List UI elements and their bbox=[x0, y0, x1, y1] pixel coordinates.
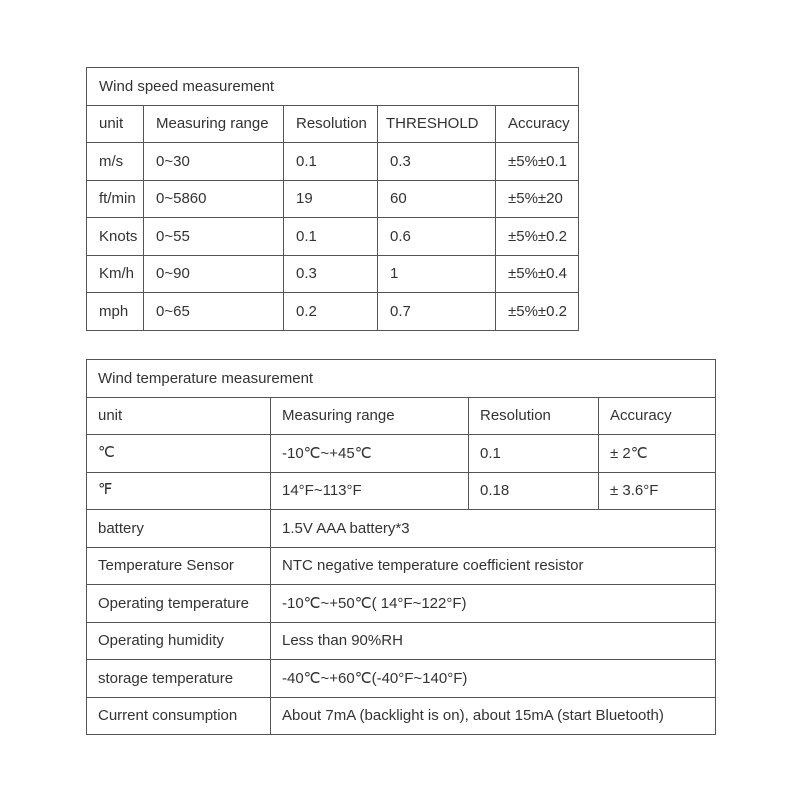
column-header: Resolution bbox=[284, 105, 378, 143]
cell-resolution: 0.1 bbox=[284, 143, 378, 181]
cell-unit: m/s bbox=[87, 143, 144, 181]
column-header: Accuracy bbox=[496, 105, 579, 143]
cell-threshold: 0.3 bbox=[378, 143, 496, 181]
cell-resolution: 0.1 bbox=[284, 218, 378, 256]
cell-accuracy: ± 2℃ bbox=[599, 435, 716, 473]
cell-range: 0~55 bbox=[144, 218, 284, 256]
wind-temperature-table bbox=[86, 359, 716, 735]
cell-range: 0~90 bbox=[144, 255, 284, 293]
cell-unit: ℉ bbox=[87, 472, 271, 510]
column-header: Resolution bbox=[469, 397, 599, 435]
column-header: Accuracy bbox=[599, 397, 716, 435]
cell-resolution: 0.2 bbox=[284, 293, 378, 331]
spec-value: About 7mA (backlight is on), about 15mA (start Bluetooth) bbox=[271, 697, 716, 735]
spec-label: Current consumption bbox=[87, 697, 271, 735]
column-header: Measuring range bbox=[271, 397, 469, 435]
cell-accuracy: ±5%±0.1 bbox=[496, 143, 579, 181]
table-title-row bbox=[87, 68, 579, 106]
spec-row bbox=[87, 697, 716, 735]
table-row bbox=[87, 293, 579, 331]
spec-label: Temperature Sensor bbox=[87, 547, 271, 585]
spec-value: -10℃~+50℃( 14°F~122°F) bbox=[271, 585, 716, 623]
cell-accuracy: ±5%±0.2 bbox=[496, 293, 579, 331]
spec-label: Operating temperature bbox=[87, 585, 271, 623]
cell-threshold: 0.7 bbox=[378, 293, 496, 331]
cell-unit: ft/min bbox=[87, 180, 144, 218]
cell-range: 0~65 bbox=[144, 293, 284, 331]
spec-row bbox=[87, 585, 716, 623]
cell-unit: Km/h bbox=[87, 255, 144, 293]
spec-label: battery bbox=[87, 510, 271, 548]
spec-label: storage temperature bbox=[87, 660, 271, 698]
cell-range: 14°F~113°F bbox=[271, 472, 469, 510]
cell-accuracy: ±5%±20 bbox=[496, 180, 579, 218]
table-title: Wind temperature measurement bbox=[87, 360, 716, 398]
cell-accuracy: ±5%±0.2 bbox=[496, 218, 579, 256]
table-title-row bbox=[87, 360, 716, 398]
cell-resolution: 0.18 bbox=[469, 472, 599, 510]
cell-unit: ℃ bbox=[87, 435, 271, 473]
cell-range: 0~5860 bbox=[144, 180, 284, 218]
cell-accuracy: ± 3.6°F bbox=[599, 472, 716, 510]
cell-accuracy: ±5%±0.4 bbox=[496, 255, 579, 293]
cell-range: -10℃~+45℃ bbox=[271, 435, 469, 473]
spec-label: Operating humidity bbox=[87, 622, 271, 660]
spec-value: -40℃~+60℃(-40°F~140°F) bbox=[271, 660, 716, 698]
spec-value: NTC negative temperature coefficient resistor bbox=[271, 547, 716, 585]
spec-value: 1.5V AAA battery*3 bbox=[271, 510, 716, 548]
table-header-row bbox=[87, 105, 579, 143]
column-header: unit bbox=[87, 105, 144, 143]
column-header: Measuring range bbox=[144, 105, 284, 143]
wind-speed-table bbox=[86, 67, 579, 331]
column-header: unit bbox=[87, 397, 271, 435]
cell-threshold: 0.6 bbox=[378, 218, 496, 256]
cell-resolution: 0.3 bbox=[284, 255, 378, 293]
cell-range: 0~30 bbox=[144, 143, 284, 181]
spec-value: Less than 90%RH bbox=[271, 622, 716, 660]
table-header-row bbox=[87, 397, 716, 435]
table-row bbox=[87, 180, 579, 218]
table-row bbox=[87, 472, 716, 510]
table-row bbox=[87, 143, 579, 181]
table-row bbox=[87, 218, 579, 256]
table-title: Wind speed measurement bbox=[87, 68, 579, 106]
cell-unit: Knots bbox=[87, 218, 144, 256]
column-header: THRESHOLD bbox=[378, 105, 496, 143]
cell-threshold: 60 bbox=[378, 180, 496, 218]
cell-threshold: 1 bbox=[378, 255, 496, 293]
cell-resolution: 19 bbox=[284, 180, 378, 218]
spec-row bbox=[87, 622, 716, 660]
table-row bbox=[87, 255, 579, 293]
spec-row bbox=[87, 510, 716, 548]
spec-row bbox=[87, 660, 716, 698]
cell-unit: mph bbox=[87, 293, 144, 331]
cell-resolution: 0.1 bbox=[469, 435, 599, 473]
spec-row bbox=[87, 547, 716, 585]
table-row bbox=[87, 435, 716, 473]
